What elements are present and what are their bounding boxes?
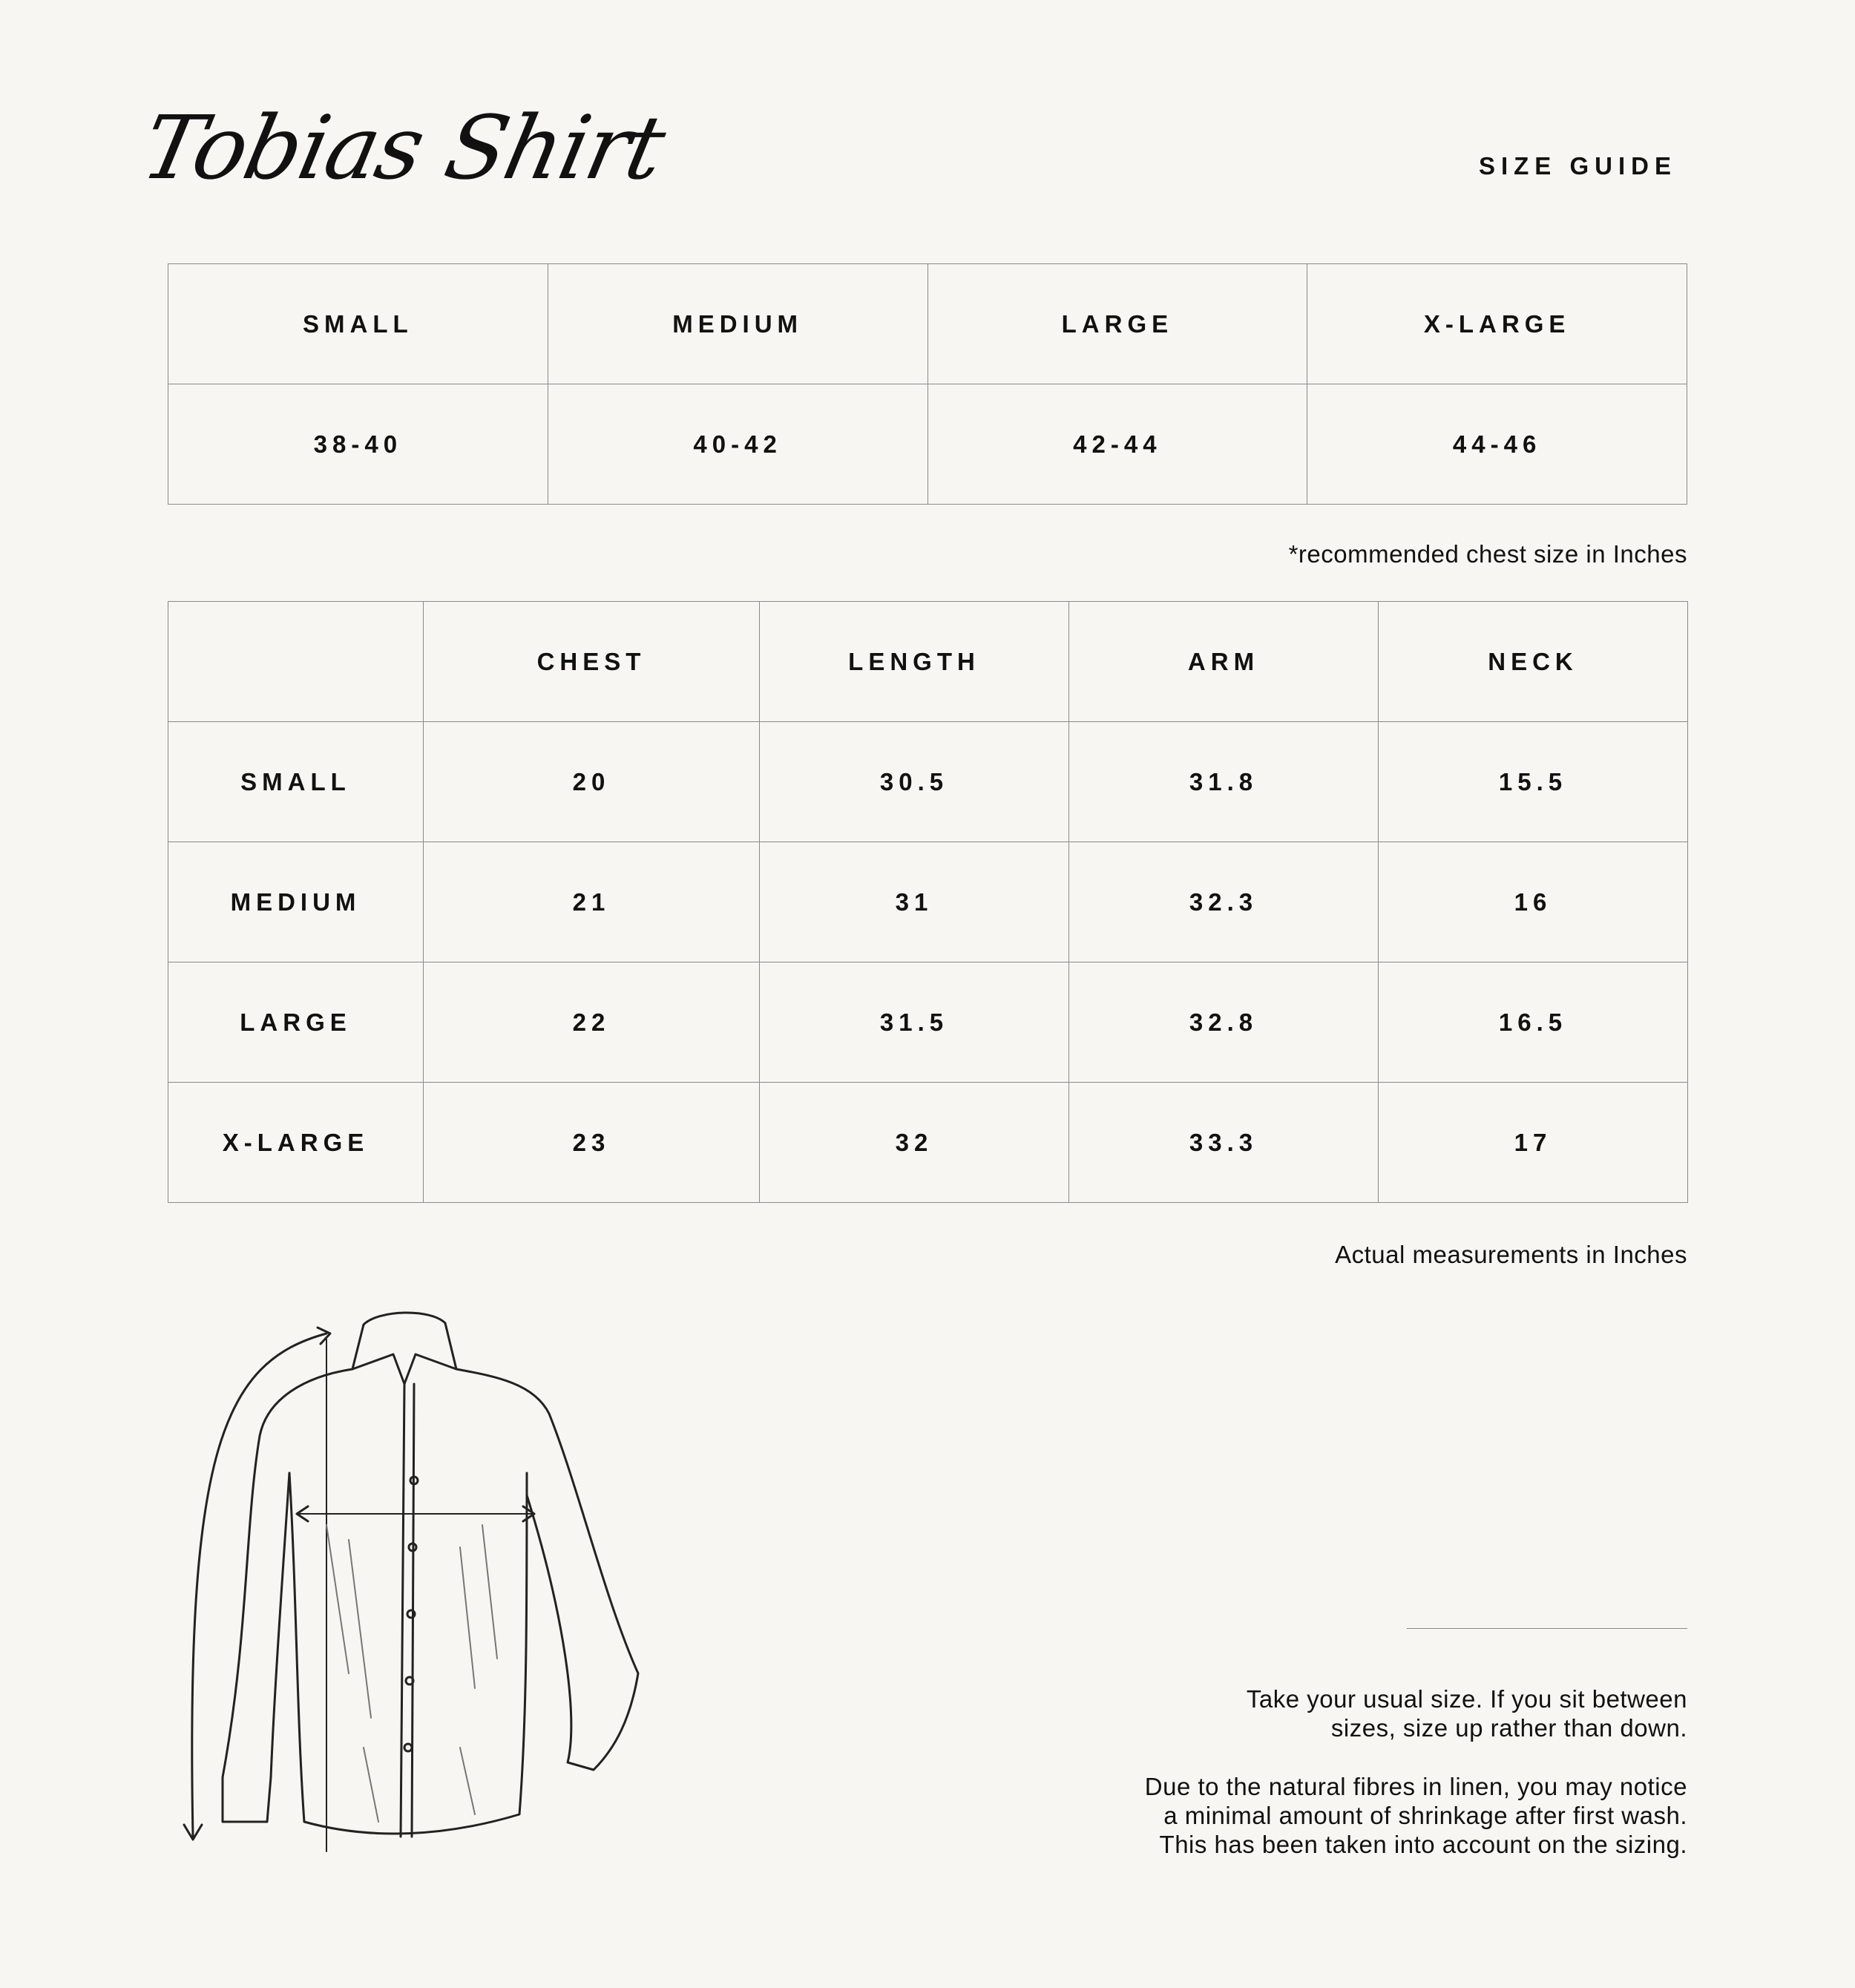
divider xyxy=(1407,1628,1687,1629)
size-header-xlarge: X-LARGE xyxy=(1307,264,1687,384)
table-row xyxy=(168,962,1688,1083)
size-guide-label: SIZE GUIDE xyxy=(1478,152,1677,180)
column-header-length: LENGTH xyxy=(760,602,1069,722)
column-header-chest: CHEST xyxy=(424,602,760,722)
row-label: LARGE xyxy=(168,962,424,1083)
arm-arrow xyxy=(192,1333,326,1837)
column-header-arm: ARM xyxy=(1069,602,1379,722)
measurements-table xyxy=(168,601,1688,1203)
cell-chest: 20 xyxy=(424,722,760,842)
size-header-large: LARGE xyxy=(928,264,1307,384)
size-header-small: SMALL xyxy=(168,264,548,384)
cell-arm: 31.8 xyxy=(1069,722,1379,842)
row-label: X-LARGE xyxy=(168,1083,424,1203)
cell-length: 32 xyxy=(760,1083,1069,1203)
chest-range-xlarge: 44-46 xyxy=(1307,384,1687,505)
cell-arm: 32.8 xyxy=(1069,962,1379,1083)
sizing-advice xyxy=(1247,1684,1687,1742)
table-header-row xyxy=(168,602,1688,722)
column-header-neck: NECK xyxy=(1379,602,1688,722)
size-header-medium: MEDIUM xyxy=(548,264,928,384)
table-row xyxy=(168,264,1687,384)
advice-line: sizes, size up rather than down. xyxy=(1330,1714,1687,1742)
cell-length: 30.5 xyxy=(760,722,1069,842)
cell-length: 31 xyxy=(760,842,1069,962)
table-row xyxy=(168,1083,1688,1203)
recommended-note: *recommended chest size in Inches xyxy=(1288,540,1687,568)
cell-arm: 33.3 xyxy=(1069,1083,1379,1203)
row-label: MEDIUM xyxy=(168,842,424,962)
linen-advice xyxy=(1145,1772,1687,1859)
table-row xyxy=(168,722,1688,842)
advice-line: This has been taken into account on the sizing. xyxy=(1159,1831,1687,1858)
shirt-sketch-icon xyxy=(178,1302,653,1866)
cell-neck: 17 xyxy=(1379,1083,1688,1203)
cell-length: 31.5 xyxy=(760,962,1069,1083)
chest-range-small: 38-40 xyxy=(168,384,548,505)
chest-range-medium: 40-42 xyxy=(548,384,928,505)
advice-line: Due to the natural fibres in linen, you may notice xyxy=(1144,1773,1687,1800)
table-row xyxy=(168,384,1687,505)
chest-range-large: 42-44 xyxy=(928,384,1307,505)
recommended-size-table xyxy=(168,263,1687,505)
cell-arm: 32.3 xyxy=(1069,842,1379,962)
row-label: SMALL xyxy=(168,722,424,842)
cell-neck: 15.5 xyxy=(1379,722,1688,842)
measurements-note: Actual measurements in Inches xyxy=(1335,1241,1687,1268)
cell-chest: 22 xyxy=(424,962,760,1083)
advice-line: Take your usual size. If you sit between xyxy=(1246,1685,1687,1713)
column-header-empty xyxy=(168,602,424,722)
table-row xyxy=(168,842,1688,962)
cell-chest: 21 xyxy=(424,842,760,962)
cell-neck: 16 xyxy=(1379,842,1688,962)
cell-neck: 16.5 xyxy=(1379,962,1688,1083)
product-title: Tobias Shirt xyxy=(134,96,673,199)
cell-chest: 23 xyxy=(424,1083,760,1203)
advice-line: a minimal amount of shrinkage after first wash. xyxy=(1163,1802,1687,1829)
